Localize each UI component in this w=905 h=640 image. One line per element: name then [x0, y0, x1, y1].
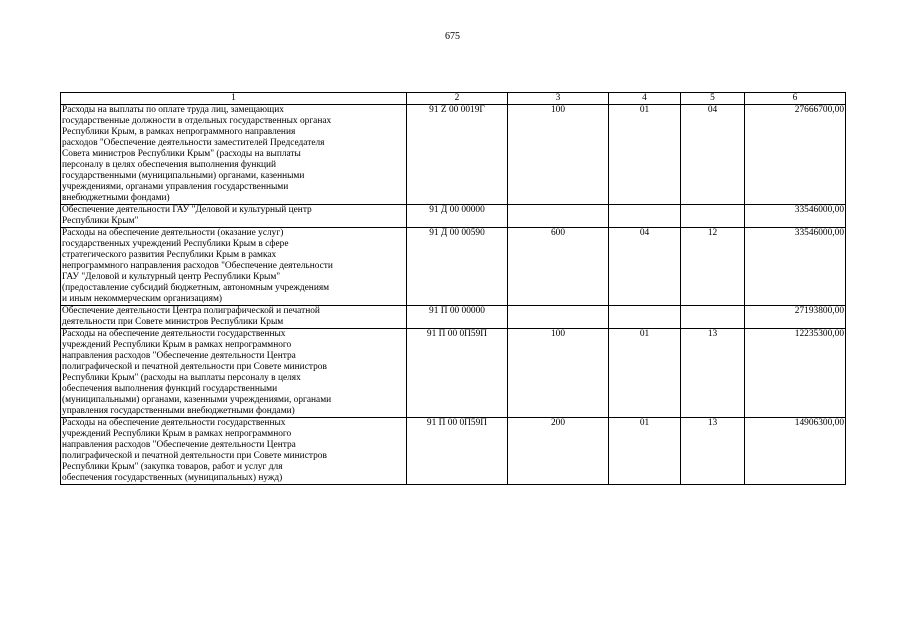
- row-subsection: 12: [681, 228, 745, 306]
- row-type: [508, 205, 609, 228]
- row-name: Расходы на обеспечение деятельности государственных учреждений Республики Крым в рамках непрограммного направления расходов "Обеспечение деятельности Центра полиграфической и печатной деятельности при Совете министров Республики Крым" (расходы на выплаты персоналу в целях обеспечения выполнения функций государственными (муниципальными) органами, казенными учреждениями, органами управления государственными внебюджетными фондами): [61, 329, 407, 418]
- row-section: 01: [609, 105, 681, 205]
- column-header-2: 2: [407, 93, 508, 105]
- row-section: 01: [609, 418, 681, 485]
- row-code: 91 Z 00 0019Г: [407, 105, 508, 205]
- row-code: 91 Д 00 00590: [407, 228, 508, 306]
- row-code: 91 П 00 0П59П: [407, 418, 508, 485]
- table-row: [61, 105, 846, 205]
- budget-table: [60, 92, 846, 485]
- column-header-6: 6: [745, 93, 846, 105]
- row-section: 04: [609, 228, 681, 306]
- row-amount: 33546000,00: [745, 205, 846, 228]
- row-type: 600: [508, 228, 609, 306]
- table-row: [61, 418, 846, 485]
- row-subsection: [681, 205, 745, 228]
- row-code: 91 П 00 0П59П: [407, 329, 508, 418]
- column-header-4: 4: [609, 93, 681, 105]
- row-amount: 27193800,00: [745, 306, 846, 329]
- row-code: 91 Д 00 00000: [407, 205, 508, 228]
- row-type: 100: [508, 105, 609, 205]
- column-header-1: 1: [61, 93, 407, 105]
- row-subsection: 13: [681, 329, 745, 418]
- row-amount: 27666700,00: [745, 105, 846, 205]
- table-row: [61, 205, 846, 228]
- table-row: [61, 329, 846, 418]
- row-amount: 33546000,00: [745, 228, 846, 306]
- row-type: 200: [508, 418, 609, 485]
- table-row: [61, 228, 846, 306]
- row-section: 01: [609, 329, 681, 418]
- row-name: Обеспечение деятельности Центра полиграфической и печатной деятельности при Совете министров Республики Крым: [61, 306, 407, 329]
- column-header-3: 3: [508, 93, 609, 105]
- page-number: 675: [445, 31, 460, 42]
- row-name: Расходы на обеспечение деятельности государственных учреждений Республики Крым в рамках непрограммного направления расходов "Обеспечение деятельности Центра полиграфической и печатной деятельности при Совете министров Республики Крым" (закупка товаров, работ и услуг для обеспечения государственных (муниципальных) нужд): [61, 418, 407, 485]
- row-name: Обеспечение деятельности ГАУ "Деловой и культурный центр Республики Крым": [61, 205, 407, 228]
- row-section: [609, 306, 681, 329]
- row-subsection: 04: [681, 105, 745, 205]
- table-header-row: [61, 93, 846, 105]
- row-amount: 12235300,00: [745, 329, 846, 418]
- table-row: [61, 306, 846, 329]
- row-name: Расходы на обеспечение деятельности (оказание услуг) государственных учреждений Республики Крым в сфере стратегического развития Республики Крым в рамках непрограммного направления расходов "Обеспечение деятельности ГАУ "Деловой и культурный центр Республики Крым" (предоставление субсидий бюджетным, автономным учреждениям и иным некоммерческим организациям): [61, 228, 407, 306]
- row-type: 100: [508, 329, 609, 418]
- row-subsection: 13: [681, 418, 745, 485]
- row-type: [508, 306, 609, 329]
- row-name: Расходы на выплаты по оплате труда лиц, замещающих государственные должности в отдельных государственных органах Республики Крым, в рамках непрограммного направления расходов "Обеспечение деятельности заместителей Председателя Совета министров Республики Крым" (расходы на выплаты персоналу в целях обеспечения выполнения функций государственными (муниципальными) органами, казенными учреждениями, органами управления государственными внебюджетными фондами): [61, 105, 407, 205]
- row-amount: 14906300,00: [745, 418, 846, 485]
- row-subsection: [681, 306, 745, 329]
- column-header-5: 5: [681, 93, 745, 105]
- row-section: [609, 205, 681, 228]
- row-code: 91 П 00 00000: [407, 306, 508, 329]
